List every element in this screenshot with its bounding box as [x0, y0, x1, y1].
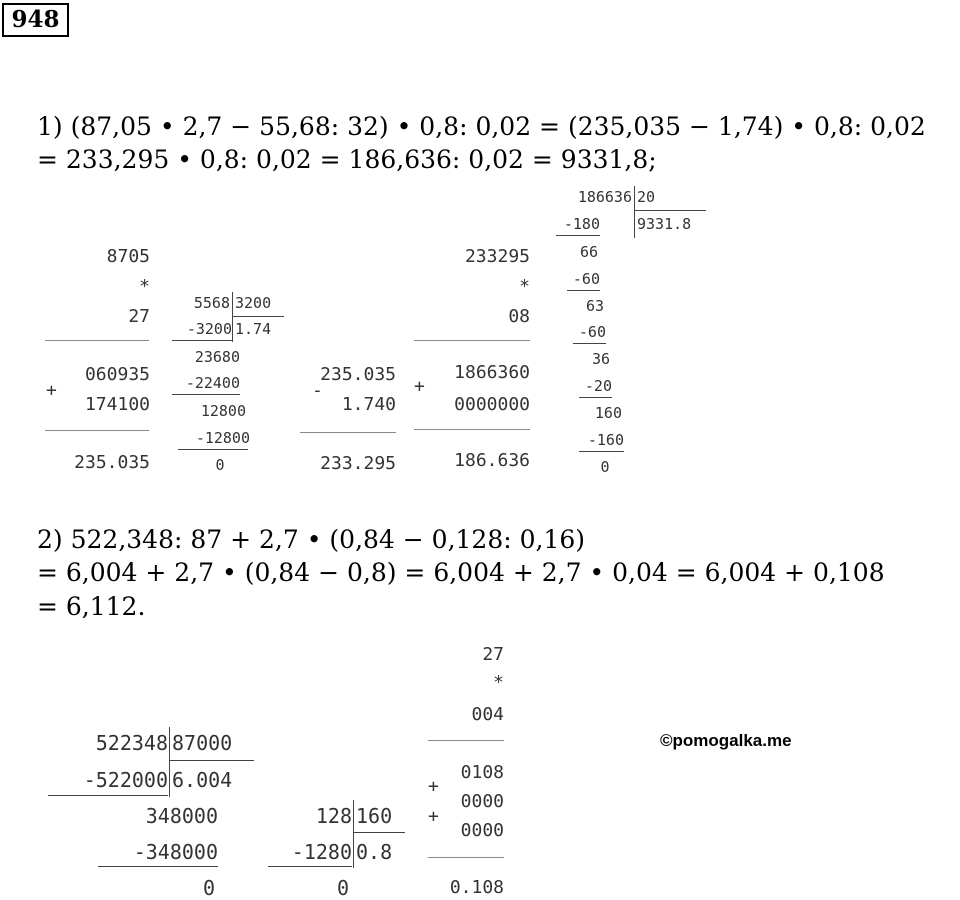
- div1-dividend: 5568: [193, 294, 230, 312]
- mult1-factor-a: 8705: [106, 246, 150, 267]
- mult3-factor-b: 004: [471, 704, 504, 725]
- div2-divisor: 20: [637, 188, 656, 206]
- div1-step: 23680: [194, 348, 240, 366]
- div1-step: -3200: [186, 320, 232, 338]
- mult3-rule-bottom: [428, 857, 504, 858]
- task-number-badge: 948: [2, 3, 69, 37]
- div2-bracket: [634, 186, 635, 238]
- mult3-rule-top: [428, 740, 504, 741]
- mult2-op: *: [519, 276, 530, 297]
- div2-step: -60: [572, 270, 600, 288]
- sub1-subtrahend: 1.740: [341, 394, 396, 415]
- part2-line3: = 6,112.: [37, 592, 146, 621]
- mult1-op: *: [139, 276, 150, 297]
- mult2-partial-2: 0000000: [454, 394, 530, 415]
- div1-step: -12800: [195, 429, 250, 447]
- div2-step: 66: [579, 243, 598, 261]
- sub1-minus: -: [312, 380, 323, 401]
- mult1-factor-b: 27: [128, 306, 150, 327]
- sub1-rule: [300, 432, 396, 433]
- div2-step: -160: [587, 431, 624, 449]
- div1-step: 12800: [200, 402, 246, 420]
- div1-step: -22400: [185, 374, 240, 392]
- mult2-factor-b: 08: [508, 306, 530, 327]
- watermark: ©pomogalka.me: [660, 731, 792, 750]
- div2-underline: [556, 235, 600, 236]
- div1-bracket: [232, 292, 233, 342]
- div3-remainder: 0: [202, 876, 216, 900]
- div2-step: 63: [585, 297, 604, 315]
- div4-underline: [268, 866, 352, 867]
- mult3-plus: +: [428, 806, 439, 827]
- div2-underline: [579, 451, 624, 452]
- div3-divisor: 87000: [172, 731, 233, 755]
- div4-divisor-rule: [353, 832, 405, 833]
- div1-underline: [172, 340, 232, 341]
- mult3-result: 0.108: [449, 877, 504, 898]
- mult2-factor-a: 233295: [464, 246, 530, 267]
- div3-dividend: 522348: [95, 731, 168, 755]
- mult2-rule-bottom: [414, 429, 530, 430]
- div3-underline: [98, 866, 218, 867]
- div2-divisor-rule: [634, 210, 706, 211]
- sub1-result: 233.295: [320, 453, 396, 474]
- mult1-plus: +: [46, 380, 57, 401]
- div3-underline: [48, 795, 168, 796]
- part2-line1: 2) 522,348: 87 + 2,7 • (0,84 − 0,128: 0,16): [37, 525, 586, 554]
- mult3-factor-a: 27: [482, 644, 504, 665]
- mult2-plus: +: [414, 376, 425, 397]
- div4-bracket: [353, 800, 354, 868]
- div3-step: -348000: [133, 840, 218, 864]
- div2-step: -180: [563, 215, 600, 233]
- div1-divisor-rule: [232, 316, 284, 317]
- div2-remainder: 0: [600, 458, 610, 476]
- part1-line2: = 233,295 • 0,8: 0,02 = 186,636: 0,02 = 9331,8;: [37, 145, 657, 174]
- div4-step: -1280: [291, 840, 352, 864]
- div3-step: 348000: [145, 804, 218, 828]
- div4-divisor: 160: [356, 804, 393, 828]
- mult1-partial-1: 060935: [84, 364, 150, 385]
- div2-step: -60: [578, 323, 606, 341]
- div4-dividend: 128: [315, 804, 352, 828]
- div2-quotient: 9331.8: [637, 215, 692, 233]
- mult3-partial-1: 0108: [460, 762, 504, 783]
- mult3-plus: +: [428, 776, 439, 797]
- mult3-partial-3: 0000: [460, 820, 504, 841]
- part1-line1: 1) (87,05 • 2,7 − 55,68: 32) • 0,8: 0,02 = (235,035 − 1,74) • 0,8: 0,02: [37, 112, 926, 141]
- div3-step: -522000: [83, 768, 168, 792]
- div2-underline: [573, 343, 606, 344]
- mult2-result: 186.636: [454, 450, 530, 471]
- div1-remainder: 0: [215, 456, 225, 474]
- div1-underline: [172, 394, 240, 395]
- mult2-rule-top: [414, 340, 530, 341]
- mult3-op: *: [493, 672, 504, 693]
- div3-divisor-rule: [169, 760, 254, 761]
- div3-bracket: [169, 727, 170, 797]
- mult1-partial-2: 174100: [84, 394, 150, 415]
- div1-divisor: 3200: [235, 294, 272, 312]
- mult1-rule-top: [45, 340, 149, 341]
- sub1-minuend: 235.035: [320, 364, 396, 385]
- div2-dividend: 186636: [577, 188, 632, 206]
- div2-step: 160: [594, 404, 622, 422]
- div1-underline: [178, 449, 248, 450]
- mult2-partial-1: 1866360: [454, 362, 530, 383]
- part2-line2: = 6,004 + 2,7 • (0,84 − 0,8) = 6,004 + 2,7 • 0,04 = 6,004 + 0,108: [37, 558, 885, 587]
- mult1-rule-bottom: [45, 430, 149, 431]
- div1-quotient: 1.74: [235, 320, 272, 338]
- div2-underline: [579, 397, 612, 398]
- div2-step: 36: [591, 350, 610, 368]
- div3-quotient: 6.004: [172, 768, 233, 792]
- div4-quotient: 0.8: [356, 840, 393, 864]
- div2-step: -20: [584, 377, 612, 395]
- mult1-result: 235.035: [74, 452, 150, 473]
- mult3-partial-2: 0000: [460, 791, 504, 812]
- div2-underline: [567, 290, 600, 291]
- div4-remainder: 0: [336, 876, 350, 900]
